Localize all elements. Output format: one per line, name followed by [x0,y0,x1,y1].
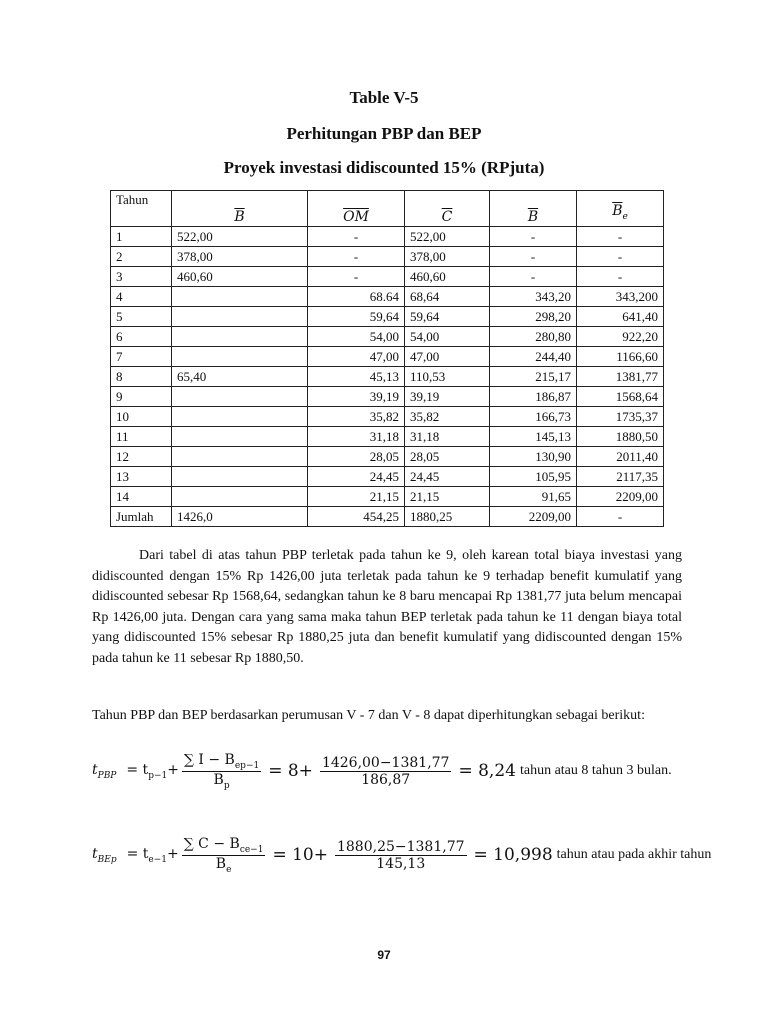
table-cell: 7 [111,347,172,367]
table-cell: 39,19 [405,387,490,407]
table-cell: 343,200 [577,287,664,307]
table-cell: 68.64 [308,287,405,307]
table-row [111,447,664,467]
paragraph-formula-intro: Tahun PBP dan BEP berdasarkan perumusan V - 7 dan V - 8 dapat diperhitungkan sebagai berikut: [92,708,645,723]
formula-bep [92,836,711,875]
table-cell: 186,87 [490,387,577,407]
formula-bep-eq1: = $t_{e-1}+$ [126,845,179,865]
table-cell: 39,19 [308,387,405,407]
table-cell: 13 [111,467,172,487]
table-cell: Jumlah [111,507,172,527]
table-header-row [111,191,664,227]
table-row [111,467,664,487]
table-cell: 460,60 [172,267,308,287]
table-body [111,227,664,527]
table-cell: 110,53 [405,367,490,387]
table-cell: 59,64 [308,307,405,327]
table-cell: 2209,00 [577,487,664,507]
table-cell: 145,13 [490,427,577,447]
formula-bep-sum-fraction: $\frac{\sum C - B_{ce-1}}{B_e}$ [183,836,264,875]
table-cell: - [308,267,405,287]
formula-pbp-eq2: = 8+ [268,761,313,782]
table-cell: 166,73 [490,407,577,427]
table-cell: 21,15 [308,487,405,507]
table-row [111,267,664,287]
table-cell: 522,00 [405,227,490,247]
header-b: $\overline{B}$ [172,191,308,227]
table-cell: - [577,247,664,267]
table-cell: 1880,50 [577,427,664,447]
header-om: $\overline{OM}$ [308,191,405,227]
table-cell: 28,05 [308,447,405,467]
formula-bep-lhs: $t_{BEp}$ [92,845,117,865]
table-cell: 280,80 [490,327,577,347]
table-cell: 21,15 [405,487,490,507]
table-cell: 59,64 [405,307,490,327]
table-cell: 65,40 [172,367,308,387]
header-be: $\overline{B}_e$ [577,191,664,227]
formula-pbp-eq1: = $t_{p-1}+$ [126,761,179,781]
table-cell: 1568,64 [577,387,664,407]
table-cell: 28,05 [405,447,490,467]
table-row [111,507,664,527]
table-cell: 215,17 [490,367,577,387]
table-cell: 8 [111,367,172,387]
table-cell: - [490,247,577,267]
table-cell: 522,00 [172,227,308,247]
table-row [111,287,664,307]
formula-pbp-result: = 8,24 [458,761,516,782]
formula-pbp [92,752,672,791]
table-cell: 2209,00 [490,507,577,527]
table-cell: 1 [111,227,172,247]
table-cell: 14 [111,487,172,507]
formula-bep-tail: tahun atau pada akhir tahun [556,847,712,863]
table-cell: 1426,0 [172,507,308,527]
formula-pbp-lhs: $t_{PBP}$ [92,761,117,781]
table-cell: 641,40 [577,307,664,327]
table-row [111,407,664,427]
paragraph-pbp-bep-explanation: Dari tabel di atas tahun PBP terletak pada tahun ke 9, oleh karean total biaya investasi yang didiscounted dengan 15% Rp 1426,00 juta terletak pada tahun ke 9 terhadap benefit kumulatif yang didiscounted sebesar Rp 1568,64, sedangkan tahun ke 8 baru mencapai Rp 1381,77 juta belum mencapai Rp 1426,00 juta. Dengan cara yang sama maka tahun BEP terletak pada tahun ke 11 dengan biaya total yang didiscounted 15% sebesar Rp 1880,25 juta dan benefit kumulatif yang didiscounted dengan 15% pada tahun ke 11 sebesar Rp 1880,50. [92,548,682,666]
table-cell: 378,00 [172,247,308,267]
table-cell [172,407,308,427]
table-cell: - [577,227,664,247]
table-row [111,327,664,347]
table-cell: 378,00 [405,247,490,267]
table-cell: 922,20 [577,327,664,347]
table-row [111,387,664,407]
table-cell: 1381,77 [577,367,664,387]
table-row [111,367,664,387]
table-cell: 5 [111,307,172,327]
table-cell: 343,20 [490,287,577,307]
header-c: $\overline{C}$ [405,191,490,227]
table-cell: 24,45 [405,467,490,487]
table-cell [172,347,308,367]
table-title: Perhitungan PBP dan BEP [286,124,482,143]
table-cell: 2 [111,247,172,267]
table-cell: 31,18 [308,427,405,447]
table-cell: 54,00 [405,327,490,347]
table-row [111,307,664,327]
page-number: 97 [377,948,391,962]
table-cell: 45,13 [308,367,405,387]
table-cell: - [490,227,577,247]
table-cell: 244,40 [490,347,577,367]
formula-pbp-value-fraction: $\frac{1426,00-1381,77}{186,87}$ [321,754,450,788]
table-cell: - [308,247,405,267]
table-cell: 11 [111,427,172,447]
table-row [111,487,664,507]
table-cell: 47,00 [308,347,405,367]
table-cell: 6 [111,327,172,347]
table-cell: 54,00 [308,327,405,347]
table-cell: - [577,507,664,527]
table-cell [172,287,308,307]
formula-bep-result: = 10,998 [473,845,553,866]
table-cell [172,427,308,447]
table-cell: 91,65 [490,487,577,507]
table-cell: 12 [111,447,172,467]
table-cell: 4 [111,287,172,307]
table-cell: 454,25 [308,507,405,527]
table-cell: 10 [111,407,172,427]
table-cell [172,307,308,327]
formula-bep-eq2: = 10+ [272,845,328,866]
formula-pbp-sum-fraction: $\frac{\sum I - B_{ep-1}}{B_p}$ [183,752,260,791]
table-cell: 1735,37 [577,407,664,427]
table-row [111,247,664,267]
table-cell: - [308,227,405,247]
header-tahun: Tahun [111,191,172,227]
table-cell [172,387,308,407]
formula-pbp-tail: tahun atau 8 tahun 3 bulan. [519,763,672,779]
header-b-cumulative: $\overline{B}$ [490,191,577,227]
pbp-bep-table [110,190,664,527]
table-cell: 298,20 [490,307,577,327]
table-row [111,227,664,247]
table-cell: 2011,40 [577,447,664,467]
table-subtitle: Proyek investasi didiscounted 15% (RPjuta) [223,158,545,177]
table-row [111,427,664,447]
table-cell: 9 [111,387,172,407]
table-cell [172,327,308,347]
table-cell: 31,18 [405,427,490,447]
table-cell: 1880,25 [405,507,490,527]
table-cell: 460,60 [405,267,490,287]
table-cell: 3 [111,267,172,287]
table-cell [172,467,308,487]
table-cell: 130,90 [490,447,577,467]
table-cell [172,447,308,467]
formula-bep-value-fraction: $\frac{1880,25-1381,77}{145,13}$ [336,838,465,872]
table-cell: 47,00 [405,347,490,367]
table-cell: 35,82 [308,407,405,427]
table-cell: 68,64 [405,287,490,307]
table-cell: 105,95 [490,467,577,487]
table-row [111,347,664,367]
table-cell: 1166,60 [577,347,664,367]
table-cell: 24,45 [308,467,405,487]
table-cell [172,487,308,507]
table-cell: 35,82 [405,407,490,427]
table-number: Table V-5 [349,88,419,107]
table-cell: 2117,35 [577,467,664,487]
table-cell: - [490,267,577,287]
table-cell: - [577,267,664,287]
